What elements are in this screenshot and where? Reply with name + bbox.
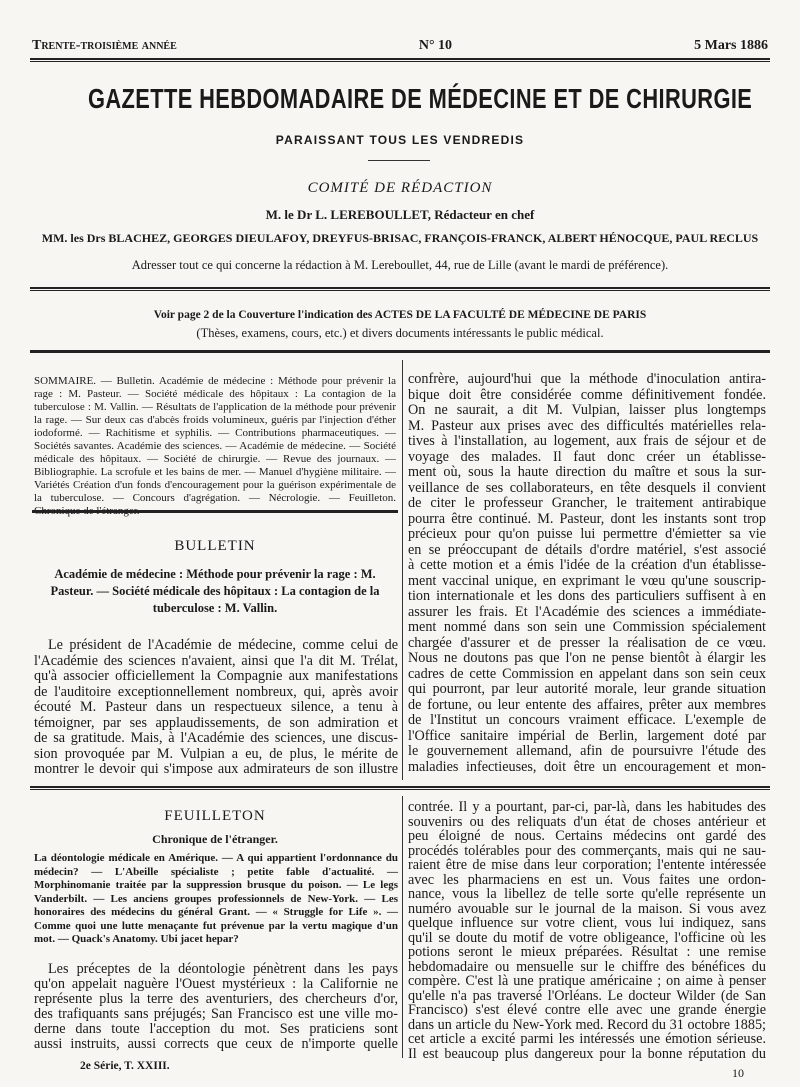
text-line: nance, vous la libellez de telle sorte qu'elle représente un <box>408 887 766 902</box>
text-line: qu'on appelait naguère l'Ouest mystérieux : la Californie ne <box>34 977 398 992</box>
divider <box>30 350 770 353</box>
text-line: confrère, aujourd'hui que la méthode d'inoculation antira- <box>408 372 766 387</box>
divider <box>368 160 430 161</box>
text-line: témoigner, par ses applaudissements, de son admiration et <box>34 715 398 731</box>
address-line: Adresser tout ce qui concerne la rédaction à M. Lereboullet, 44, rue de Lille (avant le mardi de préférence). <box>131 258 669 272</box>
right-column-bottom <box>408 800 766 1061</box>
text-line: Il est beaucoup plus dangereux pour la bonne réputation du <box>408 1046 766 1061</box>
members-line: MM. les Drs BLACHEZ, GEORGES DIEULAFOY, DREYFUS-BRISAC, FRANÇOIS-FRANCK, ALBERT HÉNOCQUE, PAUL RECLUS <box>41 231 759 245</box>
feuilleton-subheading: Chronique de l'étranger. <box>152 832 278 846</box>
text-line: potions seront le mieux préparées. Résultat : une remise <box>408 945 766 960</box>
feuilleton-heading: FEUILLETON <box>164 808 266 824</box>
text-line: compère. C'est là une pratique américaine ; on aime à penser <box>408 974 766 989</box>
text-line: avec les pharmaciens en est un. Vous faites une ordon- <box>408 872 766 887</box>
text-line: raient être de mise dans leur corporation; l'entente intéressée <box>408 858 766 873</box>
right-column-top <box>408 372 766 775</box>
text-line: hebdomadaire ou mensuelle sur le chiffre des bénéfices du <box>408 959 766 974</box>
committee-heading: COMITÉ DE RÉDACTION <box>307 180 493 196</box>
text-line: cet article a excité parmi les intéressés une émotion sérieuse. <box>408 1032 766 1047</box>
text-line: chargée d'assurer et de presser la réalisation de ce vœu. <box>408 635 766 651</box>
column-rule <box>402 360 403 780</box>
text-line: de sa gratitude. Mais, à l'Académie des sciences, une discus- <box>34 731 398 746</box>
text-line: l'Académie des sciences n'avaient, ainsi que l'a dit M. Trélat, <box>34 653 398 669</box>
bulletin-heading: BULLETIN <box>174 538 256 554</box>
text-line: voyage des malades. Il faut donc créer un établisse- <box>408 449 766 465</box>
text-line: l'Office sanitaire impérial de Berlin, largement doté par <box>408 728 766 744</box>
sommaire: SOMMAIRE. — Bulletin. Académie de médecine : Méthode pour prévenir la rage : M. Pasteur. — Société médicale des hôpitaux : La contagion de la tuberculose : M. Vallin. — Résultats de l'application de la méthode pour prévenir la rage. — Sur deux cas d'abcès froids volumineux, guéris par l'injection d'éther iodoformé. — Rachitisme et syphilis. — Contributions pharmaceutiques. — Sociétés savantes. Académie des sciences. — Académie de médecine. — Société médicale des hôpitaux. — Société de chirurgie. — Revue des journaux. — Bibliographie. La scrofule et les bains de mer. — Manuel d'hygiène militaire. — Variétés Création d'un fonds d'encouragement pour la guérison expérimentale de la tuberculose. — Concours d'agrégation. — Nécrologie. — Feuilleton. Chronique de l'étranger. <box>34 375 396 517</box>
text-line: représente plus la terre des aventuriers, des chercheurs d'or, <box>34 992 398 1007</box>
text-line: bique doit être considérée comme définitivement fondée. <box>408 387 766 403</box>
text-line: M. Pasteur aux prises avec des difficultés matérielles rela- <box>408 418 766 434</box>
text-line: en se préoccupant de détails d'ordre matériel, s'est associé <box>408 542 766 558</box>
text-line: derne dans toute l'acception du mot. Ses praticiens sont <box>34 1022 398 1037</box>
text-line: ment vaccinal unique, en exprimant le vœu qu'une souscrip- <box>408 573 766 589</box>
text-line: quelque influence sur votre client, vous lui indiquez, sans <box>408 916 766 931</box>
text-line: de l'Institut un concours vraiment efficace. L'exemple de <box>408 713 766 728</box>
text-line: contrée. Il y a pourtant, par-ci, par-là, dans les habitudes des <box>408 800 766 815</box>
text-line: ment où, sous la haute direction du maître et sous la sur- <box>408 465 766 480</box>
text-line: souvenirs ou des reliquats d'un état de choses antérieur et <box>408 814 766 829</box>
subtitle: PARAISSANT TOUS LES VENDREDIS <box>275 133 525 147</box>
text-line: de citer le professeur Grancher, le traitement antirabique <box>408 496 766 511</box>
text-line: pourra être continué. M. Pasteur, dont les instants sont trop <box>408 511 766 527</box>
text-line: maladies infectieuses, doit être un encouragement et mon- <box>408 759 766 775</box>
text-line: qu'à associer officiellement la Compagnie aux manifestations <box>34 669 398 684</box>
text-line: aussi instruits, aussi corrects que ceux de n'importe quelle <box>34 1037 398 1052</box>
notice-line-2: (Thèses, examens, cours, etc.) et divers documents intéressants le public médical. <box>196 326 604 340</box>
text-line: numéro avouable sur le journal de la maison. Si vous avez <box>408 901 766 916</box>
text-line: de fortune, ou leur entente des affaires, prêter aux membres <box>408 697 766 713</box>
text-line: des trafiquants sans préjugés; San Francisco est une ville mo- <box>34 1007 398 1022</box>
text-line: On ne saurait, a dit M. Vulpian, laisser plus longtemps <box>408 403 766 418</box>
notice-line-1: Voir page 2 de la Couverture l'indication des ACTES DE LA FACULTÉ DE MÉDECINE DE PARIS <box>153 309 647 321</box>
text-line: qu'elle n'a pas traversé l'Orléans. Le docteur Wilder (de San <box>408 988 766 1003</box>
text-line: tives à l'installation, au logement, aux frais de séjour et de <box>408 434 766 449</box>
text-line: précieux pour qu'on puisse lui permettre d'émietter sa vie <box>408 527 766 542</box>
text-line: tion internationale et les dons des particuliers suffisent à en <box>408 589 766 604</box>
bulletin-subheading: Académie de médecine : Méthode pour prévenir la rage : M. Pasteur. — Société médicale des hôpitaux : La contagion de la tuberculose : M. Vallin. <box>50 567 380 615</box>
year-label: Trente-troisième année <box>32 38 177 53</box>
series-label: 2e Série, T. XXIII. <box>80 1060 170 1072</box>
text-line: Francisco) s'est élevé contre elle avec une grande énergie <box>408 1003 766 1018</box>
text-line: qui pourront, par leur autorité morale, leur grande situation <box>408 682 766 697</box>
text-line: qu'il se doute du motif de votre obligeance, l'officine où les <box>408 930 766 945</box>
text-line: écouté M. Pasteur dans un respectueux silence, a tenu à <box>34 700 398 715</box>
text-line: peu éloigné de nous. Certains médecins ont gardé des <box>408 829 766 844</box>
text-line: Le président de l'Académie de médecine, comme celui de <box>48 638 398 653</box>
text-line: Les préceptes de la déontologie pénètrent dans les pays <box>48 962 398 977</box>
column-rule <box>402 796 403 1058</box>
text-line: veillance de ses collaborateurs, en tête desquels il convient <box>408 480 766 496</box>
divider <box>30 287 770 291</box>
text-line: ment nommé dans son sein une Commission spécialement <box>408 620 766 635</box>
text-line: à cette motion et a émis l'idée de la création d'un établisse- <box>408 558 766 573</box>
masthead-top <box>32 38 768 54</box>
text-line: le gouvernement allemand, afin de poursuivre l'étude des <box>408 744 766 759</box>
text-line: Nous ne doutons pas que l'on ne pense bientôt à élargir les <box>408 651 766 666</box>
divider <box>30 58 770 62</box>
editor-line: M. le Dr L. LEREBOULLET, Rédacteur en chef <box>265 207 535 222</box>
issue-date: 5 Mars 1886 <box>694 38 768 53</box>
bulletin-body <box>34 638 398 778</box>
feuilleton-body <box>34 962 398 1052</box>
text-line: procédés tolérables pour des commerçants, mais qui ne sau- <box>408 843 766 858</box>
page-number: 10 <box>732 1066 744 1080</box>
text-line: assurer les frais. Et l'Académie des sciences a immédiate- <box>408 604 766 620</box>
text-line: montrer le devoir qui s'impose aux admirateurs de son illustre <box>34 762 398 777</box>
issue-number: N° 10 <box>418 38 453 53</box>
text-line: sion provoquée par M. Vulpian a eu, de plus, le mérite de <box>34 746 398 762</box>
divider <box>32 510 398 513</box>
divider <box>30 786 770 790</box>
text-line: cadres de cette Commission en appelant dans son sein ceux <box>408 666 766 682</box>
feuilleton-summary: La déontologie médicale en Amérique. — A qui appartient l'ordonnance du médecin? — L'Abeille spécialiste ; petite fable d'actualité. — Morphinomanie traitée par la suppression brusque du poison. — Le legs Vanderbilt. — Les anciens groupes professionnels de New-York. — Les honoraires des médecins du général Grant. — « Struggle for Life ». — Comme quoi une lutte menaçante fut prévenue par la vertu magique d'un mot. — Quack's Anatomy. Ubi jacet hepar? <box>34 852 398 945</box>
text-line: dans un article du New-York med. Record du 31 octobre 1885; <box>408 1017 766 1032</box>
text-line: de l'auditoire exceptionnellement nombreux, qui, après avoir <box>34 684 398 700</box>
newspaper-title: GAZETTE HEBDOMADAIRE DE MÉDECINE ET DE CHIRURGIE <box>88 83 753 114</box>
